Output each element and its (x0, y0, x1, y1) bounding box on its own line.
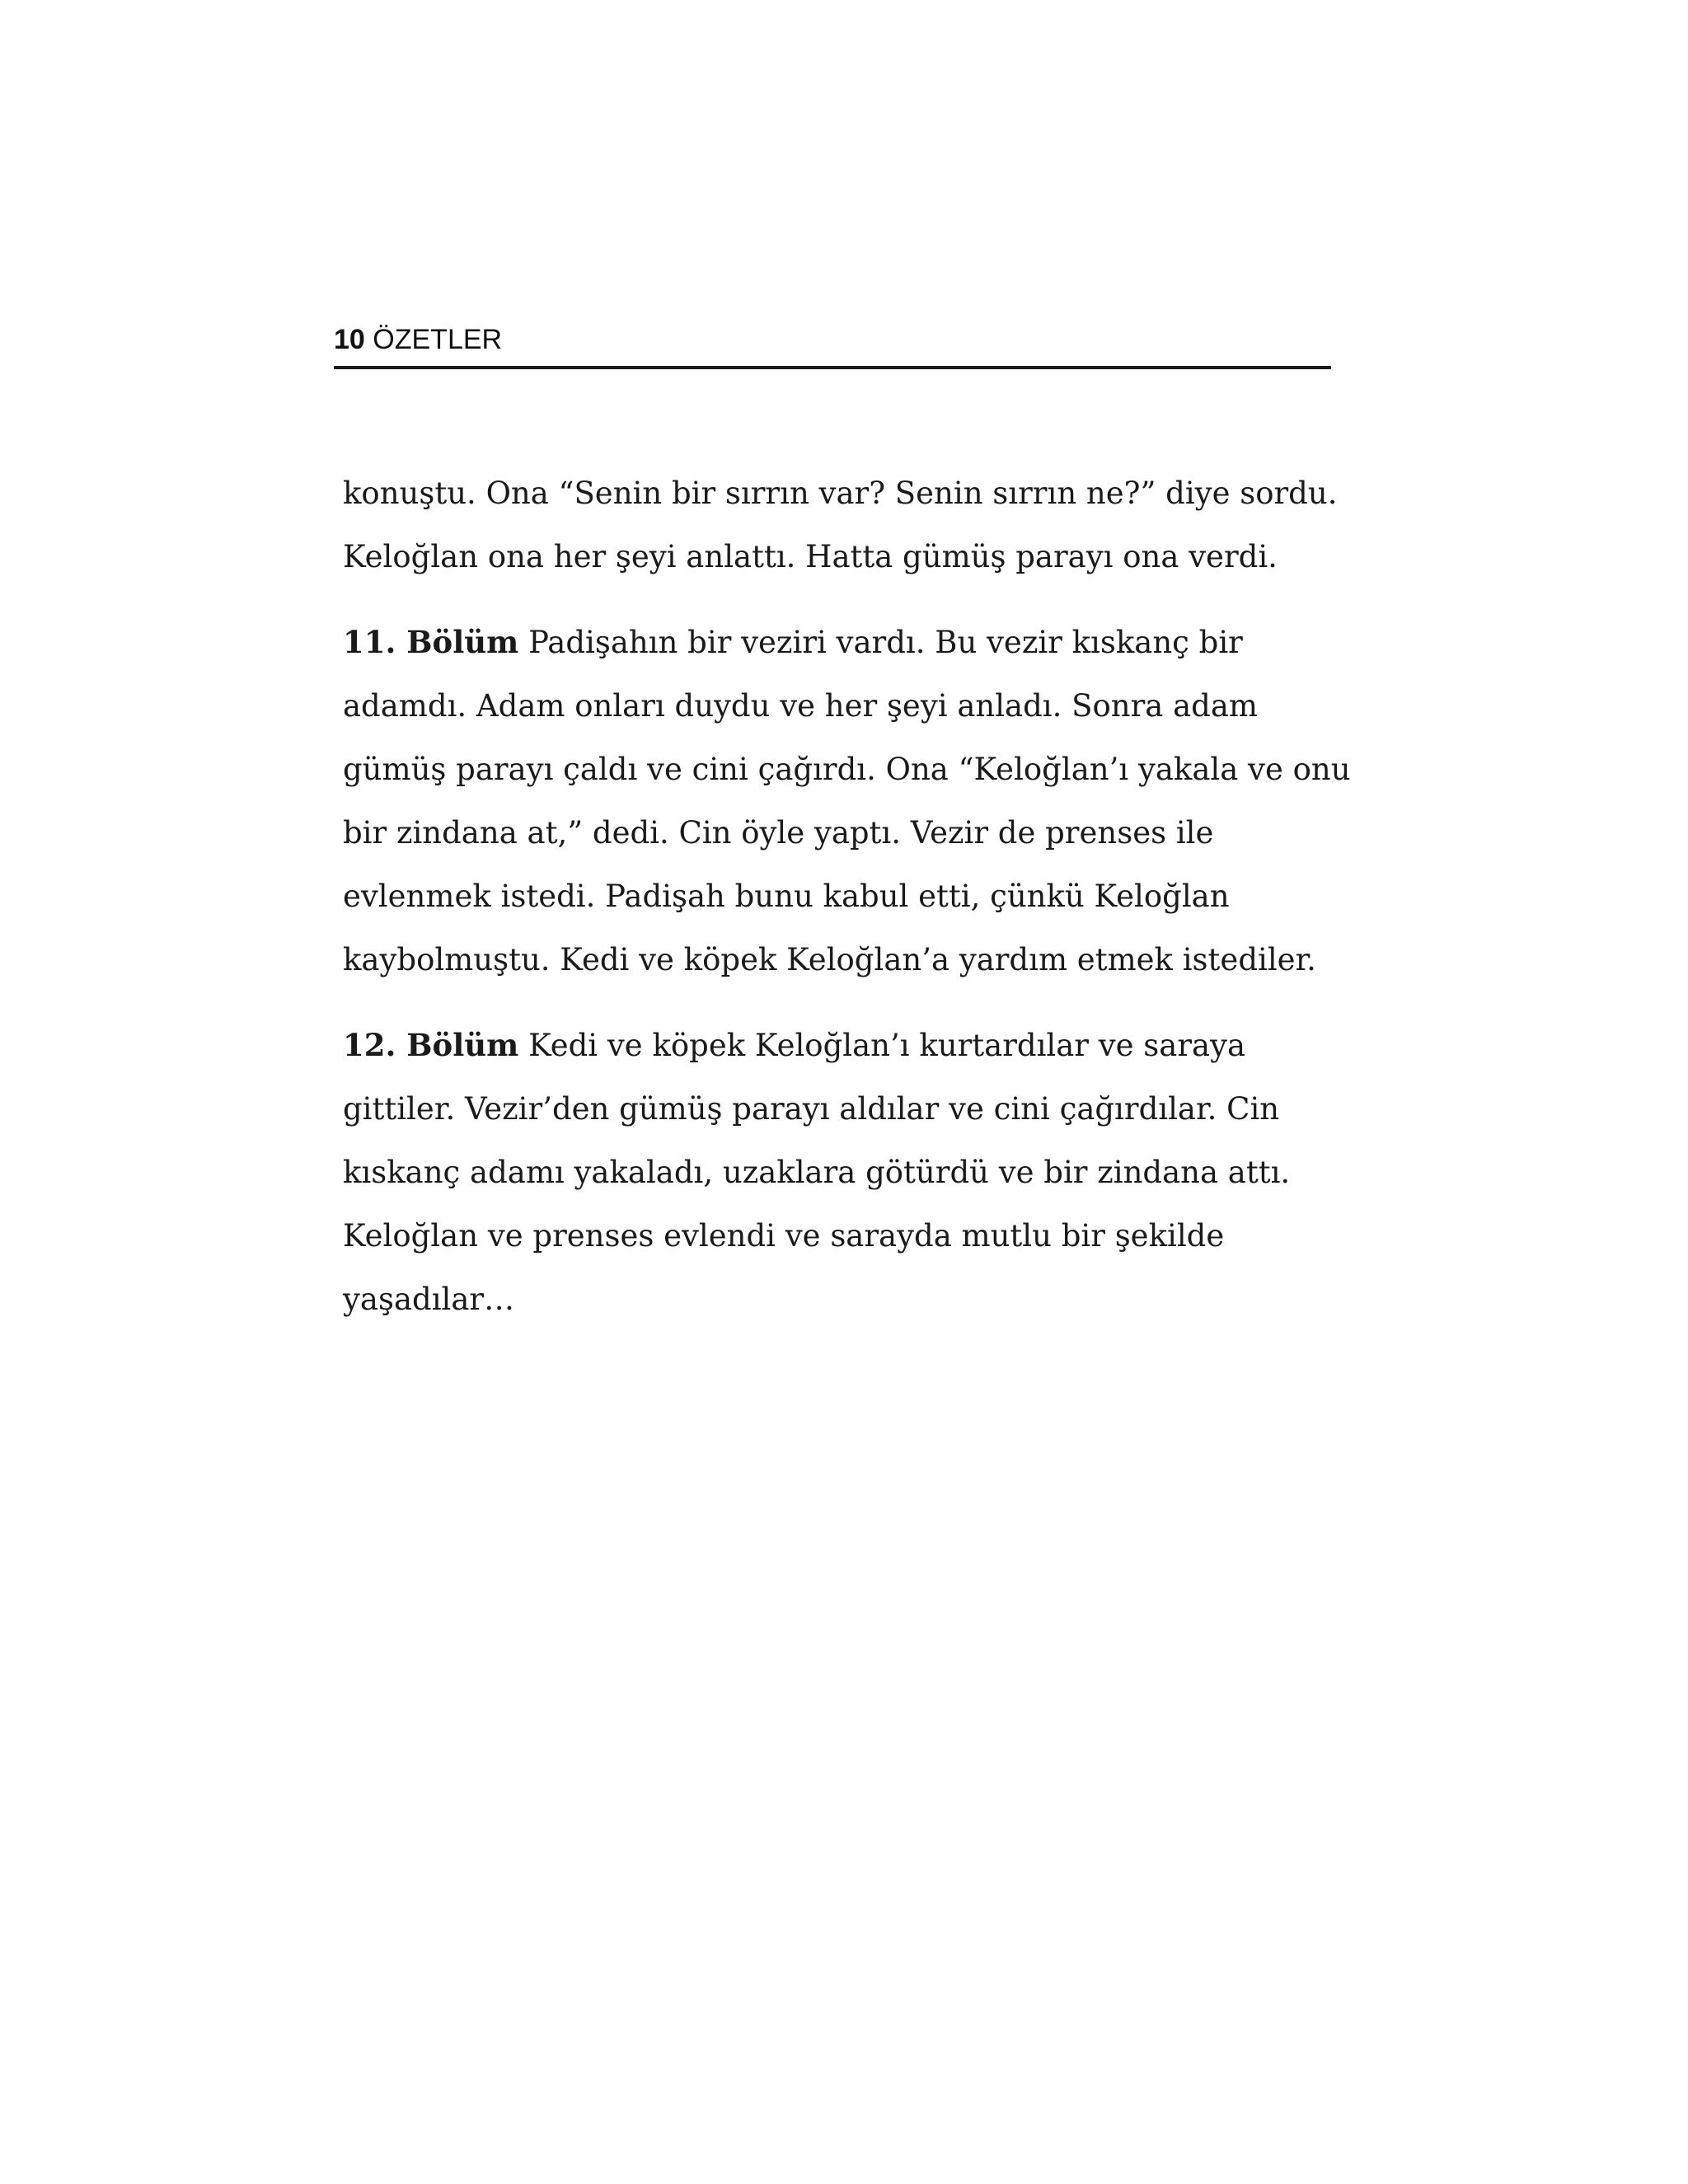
text-line: Keloğlan ona her şeyi anlattı. Hatta gümüş parayı ona verdi. (343, 539, 1278, 574)
page-body (343, 462, 1351, 1331)
chapter-11-heading: 11. Bölüm (343, 624, 519, 660)
text-line: bir zindana at,” dedi. Cin öyle yaptı. Vezir de prenses ile (343, 815, 1214, 851)
running-header (334, 323, 1331, 369)
chapter-12-paragraph (343, 1014, 1332, 1331)
text-line: kaybolmuştu. Kedi ve köpek Keloğlan’a yardım etmek istediler. (343, 942, 1316, 977)
intro-paragraph (343, 462, 1338, 588)
text-line: yaşadılar… (343, 1282, 515, 1317)
text-line: gümüş parayı çaldı ve cini çağırdı. Ona “Keloğlan’ı yakala ve onu (343, 752, 1351, 787)
text-line: gittiler. Vezir’den gümüş parayı aldılar ve cini çağırdılar. Cin (343, 1091, 1280, 1127)
text-line: adamdı. Adam onları duydu ve her şeyi anladı. Sonra adam (343, 688, 1258, 724)
section-title: ÖZETLER (373, 324, 503, 355)
text-segment: Kedi ve köpek Keloğlan’ı kurtardılar ve saraya (518, 1028, 1246, 1063)
text-line: konuştu. Ona “Senin bir sırrın var? Senin sırrın ne?” diye sordu. (343, 476, 1338, 511)
text-line: kıskanç adamı yakaladı, uzaklara götürdü ve bir zindana attı. (343, 1155, 1291, 1190)
text-line: evlenmek istedi. Padişah bunu kabul etti, çünkü Keloğlan (343, 879, 1230, 914)
text-segment: Padişahın bir veziri vardı. Bu vezir kıskanç bir (518, 625, 1243, 660)
chapter-11-paragraph (343, 611, 1351, 991)
text-line: Keloğlan ve prenses evlendi ve sarayda mutlu bir şekilde (343, 1218, 1225, 1254)
text-line (343, 1014, 1332, 1077)
chapter-12-heading: 12. Bölüm (343, 1027, 519, 1063)
text-line (343, 611, 1332, 674)
page-number: 10 (334, 324, 365, 355)
